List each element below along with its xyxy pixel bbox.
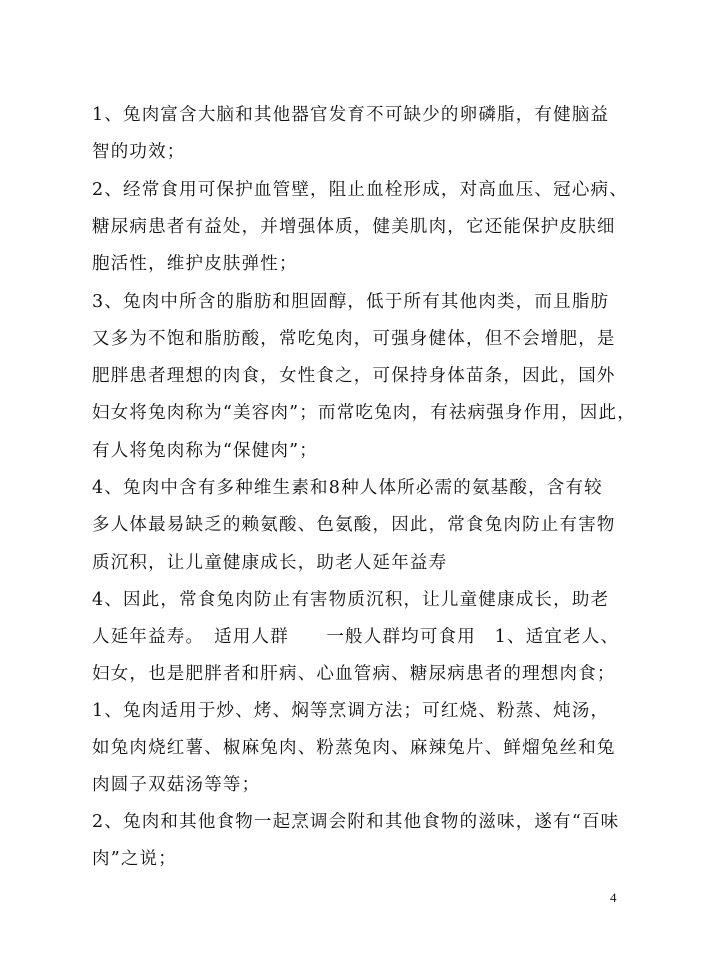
text-line: 4、兔肉中含有多种维生素和8种人体所必需的氨基酸，含有较: [92, 478, 603, 498]
text-line: 有人将兔肉称为“保健肉”；: [92, 441, 318, 461]
text-line: 智的功效；: [92, 142, 186, 162]
text-line: 胞活性，维护皮肤弹性；: [92, 254, 298, 274]
text-line: 2、经常食用可保护血管壁，阻止血栓形成，对高血压、冠心病、: [92, 180, 628, 200]
text-line: 肉圆子双菇汤等等；: [92, 775, 261, 795]
text-line: 又多为不饱和脂肪酸，常吃兔肉，可强身健体，但不会增肥，是: [92, 329, 616, 349]
text-line: 3、兔肉中所含的脂肪和胆固醇，低于所有其他肉类，而且脂肪: [92, 292, 610, 312]
text-line: 1、兔肉适用于炒、烤、焖等烹调方法；可红烧、粉蒸、炖汤，: [92, 701, 610, 721]
text-line: 糖尿病患者有益处，并增强体质，健美肌肉，它还能保护皮肤细: [92, 217, 616, 237]
text-line: 如兔肉烧红薯、椒麻兔肉、粉蒸兔肉、麻辣兔片、鲜熘兔丝和兔: [92, 738, 616, 758]
text-line: 多人体最易缺乏的赖氨酸、色氨酸，因此，常食兔肉防止有害物: [92, 515, 616, 535]
text-line: 妇女将兔肉称为“美容肉”；而常吃兔肉，有祛病强身作用，因此，: [92, 403, 636, 423]
text-line: 2、兔肉和其他食物一起烹调会附和其他食物的滋味，遂有“百味: [92, 812, 620, 832]
text-line: 肥胖患者理想的肉食，女性食之，可保持身体苗条，因此，国外: [92, 366, 616, 386]
text-line: 4、因此，常食兔肉防止有害物质沉积，让儿童健康成长，助老: [92, 590, 610, 610]
text-line: 肉”之说；: [92, 849, 177, 869]
page-number: 4: [610, 890, 617, 905]
text-line: 人延年益寿。 适用人群 一般人群均可食用 1、适宜老人、: [92, 627, 620, 647]
text-line: 1、兔肉富含大脑和其他器官发育不可缺少的卵磷脂，有健脑益: [92, 105, 610, 125]
text-line: 质沉积，让儿童健康成长，助老人延年益寿: [92, 553, 448, 573]
text-line: 妇女，也是肥胖者和肝病、心血管病、糖尿病患者的理想肉食；: [92, 664, 616, 684]
